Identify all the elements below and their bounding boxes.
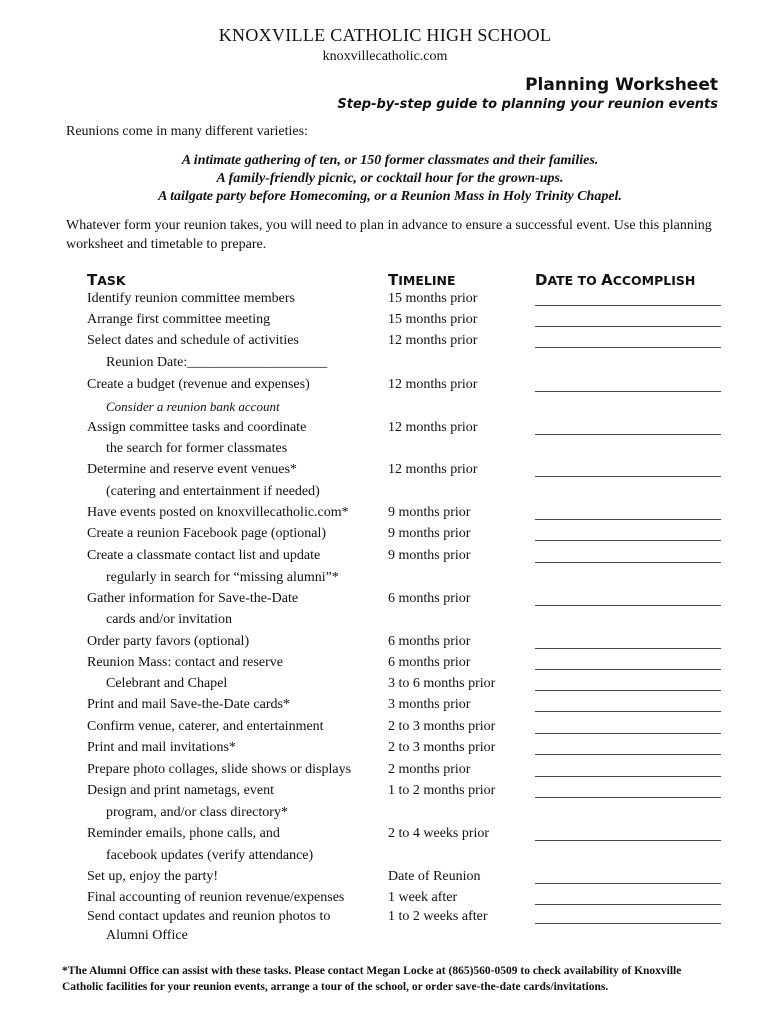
task-text: the search for former classmates: [106, 441, 288, 456]
example-line: A family-friendly picnic, or cocktail hour for the grown-ups.: [216, 171, 564, 186]
task-text: Create a classmate contact list and update: [87, 548, 321, 563]
timeline-text: 1 to 2 weeks after: [388, 909, 488, 924]
date-blank-line[interactable]: [535, 904, 721, 905]
timeline-text: 12 months prior: [388, 462, 478, 477]
date-blank-line[interactable]: [535, 305, 721, 306]
date-blank-line[interactable]: [535, 711, 721, 712]
timeline-text: 12 months prior: [388, 420, 478, 435]
timeline-text: 15 months prior: [388, 291, 478, 306]
date-blank-line[interactable]: [535, 540, 721, 541]
date-blank-line[interactable]: [535, 347, 721, 348]
date-blank-line[interactable]: [535, 883, 721, 884]
task-text: Prepare photo collages, slide shows or displays: [87, 762, 352, 777]
date-blank-line[interactable]: [535, 923, 721, 924]
date-blank-line[interactable]: [535, 648, 721, 649]
column-header-task: TASK: [87, 271, 126, 289]
date-blank-line[interactable]: [535, 476, 721, 477]
page-subtitle: Step-by-step guide to planning your reunion events: [337, 97, 718, 112]
task-text: Alumni Office: [106, 928, 188, 943]
task-text: Print and mail invitations*: [87, 740, 236, 755]
task-text: Gather information for Save-the-Date: [87, 591, 299, 606]
task-text: program, and/or class directory*: [106, 805, 288, 820]
timeline-text: 2 to 3 months prior: [388, 719, 496, 734]
date-blank-line[interactable]: [535, 669, 721, 670]
timeline-text: 12 months prior: [388, 333, 478, 348]
task-text: Design and print nametags, event: [87, 783, 275, 798]
task-text: Celebrant and Chapel: [106, 676, 228, 691]
column-header-date: DATE TO ACCOMPLISH: [535, 271, 696, 289]
task-text: Create a budget (revenue and expenses): [87, 377, 310, 392]
date-blank-line[interactable]: [535, 519, 721, 520]
task-text: Reunion Date:____________________: [106, 355, 328, 370]
date-blank-line[interactable]: [535, 562, 721, 563]
task-text: Print and mail Save-the-Date cards*: [87, 697, 290, 712]
timeline-text: 2 to 3 months prior: [388, 740, 496, 755]
timeline-text: 15 months prior: [388, 312, 478, 327]
task-text: Confirm venue, caterer, and entertainment: [87, 719, 324, 734]
date-blank-line[interactable]: [535, 776, 721, 777]
task-text: Select dates and schedule of activities: [87, 333, 299, 348]
timeline-text: 1 to 2 months prior: [388, 783, 496, 798]
intro-text: Reunions come in many different varieties:: [66, 124, 308, 139]
date-blank-line[interactable]: [535, 797, 721, 798]
task-text: facebook updates (verify attendance): [106, 848, 314, 863]
timeline-text: 1 week after: [388, 890, 458, 905]
date-blank-line[interactable]: [535, 391, 721, 392]
task-text: cards and/or invitation: [106, 612, 232, 627]
timeline-text: 6 months prior: [388, 591, 471, 606]
task-text: Arrange first committee meeting: [87, 312, 271, 327]
timeline-text: 9 months prior: [388, 505, 471, 520]
timeline-text: 2 months prior: [388, 762, 471, 777]
date-blank-line[interactable]: [535, 690, 721, 691]
task-text: Create a reunion Facebook page (optional): [87, 526, 327, 541]
reunion-examples: [0, 152, 770, 206]
task-text: Have events posted on knoxvillecatholic.com*: [87, 505, 349, 520]
timeline-text: 3 months prior: [388, 697, 471, 712]
timeline-text: 9 months prior: [388, 548, 471, 563]
timeline-text: Date of Reunion: [388, 869, 481, 884]
task-text: Reminder emails, phone calls, and: [87, 826, 280, 841]
task-text: Identify reunion committee members: [87, 291, 295, 306]
instructions-paragraph: Whatever form your reunion takes, you will need to plan in advance to ensure a successful event. Use this planning worksheet and timetable to prepare.: [66, 218, 712, 252]
example-line: A intimate gathering of ten, or 150 former classmates and their families.: [181, 153, 599, 168]
task-text: Order party favors (optional): [87, 634, 250, 649]
task-text: Final accounting of reunion revenue/expenses: [87, 890, 345, 905]
school-url: knoxvillecatholic.com: [322, 49, 448, 64]
timeline-text: 6 months prior: [388, 634, 471, 649]
date-blank-line[interactable]: [535, 754, 721, 755]
page-title: Planning Worksheet: [525, 75, 718, 95]
task-text: Send contact updates and reunion photos to: [87, 909, 331, 924]
timeline-text: 3 to 6 months prior: [388, 676, 496, 691]
school-name: KNOXVILLE CATHOLIC HIGH SCHOOL: [218, 25, 552, 45]
date-blank-line[interactable]: [535, 605, 721, 606]
date-blank-line[interactable]: [535, 840, 721, 841]
date-blank-line[interactable]: [535, 434, 721, 435]
task-text: Determine and reserve event venues*: [87, 462, 297, 477]
task-text: Set up, enjoy the party!: [87, 869, 219, 884]
task-text: (catering and entertainment if needed): [106, 484, 320, 499]
footnote: *The Alumni Office can assist with these tasks. Please contact Megan Locke at (865)560-0509 to check availability of Knoxville Catholic facilities for your reunion events, arrange a tour of the school, or order save-the-date cards/invitations.: [62, 965, 682, 993]
date-blank-line[interactable]: [535, 733, 721, 734]
task-text: regularly in search for “missing alumni”*: [106, 570, 339, 585]
example-line: A tailgate party before Homecoming, or a Reunion Mass in Holy Trinity Chapel.: [158, 189, 622, 204]
timeline-text: 2 to 4 weeks prior: [388, 826, 490, 841]
date-blank-line[interactable]: [535, 326, 721, 327]
timeline-text: 6 months prior: [388, 655, 471, 670]
column-header-timeline: TIMELINE: [388, 271, 456, 289]
task-text: Assign committee tasks and coordinate: [87, 420, 307, 435]
task-text: Consider a reunion bank account: [106, 399, 280, 414]
timeline-text: 9 months prior: [388, 526, 471, 541]
task-text: Reunion Mass: contact and reserve: [87, 655, 283, 670]
timeline-text: 12 months prior: [388, 377, 478, 392]
